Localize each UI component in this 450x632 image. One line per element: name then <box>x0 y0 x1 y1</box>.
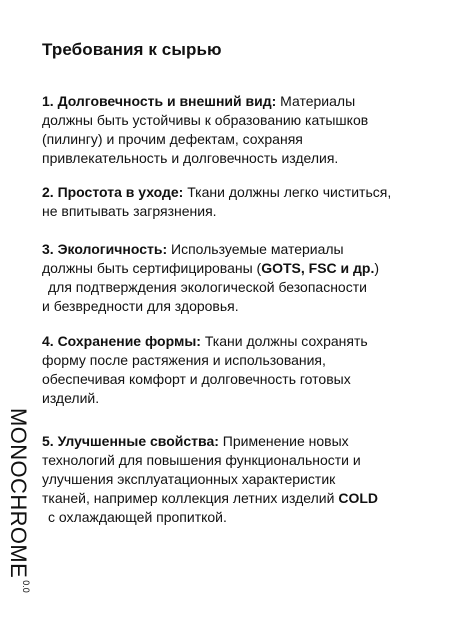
requirement-line: (пилингу) и прочим дефектам, сохраняя <box>42 131 303 147</box>
requirement-line: привлекательность и долговечность изделия. <box>42 150 339 166</box>
requirement-line: улучшения эксплуатационных характеристик <box>42 471 336 487</box>
requirement-line: обеспечивая комфорт и долговечность готовых <box>42 371 351 387</box>
requirement-line: 3. Экологичность: Используемые материалы <box>42 241 344 257</box>
requirement-heading: 1. Долговечность и внешний вид: <box>42 93 277 109</box>
requirement-line: должны быть устойчивы к образованию катышков <box>42 112 369 128</box>
requirement-line: должны быть сертифицированы (GOTS, FSC и др.) <box>42 260 380 276</box>
requirement-enhanced-properties <box>42 432 427 527</box>
brand-superscript: 0.0 <box>21 580 31 593</box>
requirement-easy-care <box>42 183 427 221</box>
brand-logo <box>6 408 61 623</box>
requirement-line: и безвредности для здоровья. <box>42 298 239 314</box>
requirement-line: для подтверждения экологической безопасности <box>48 279 367 295</box>
requirement-line: 4. Сохранение формы: Ткани должны сохранять <box>42 333 368 349</box>
requirement-line: технологий для повышения функциональности и <box>42 452 361 468</box>
requirement-line: с охлаждающей пропиткой. <box>48 509 227 525</box>
requirement-durability <box>42 92 427 168</box>
requirement-line: 5. Улучшенные свойства: Применение новых <box>42 433 349 449</box>
requirement-line: 1. Долговечность и внешний вид: Материалы <box>42 93 356 109</box>
collection-name: COLD <box>338 490 378 506</box>
page-title: Требования к сырью <box>42 40 222 59</box>
requirement-ecology <box>42 240 427 316</box>
brand-name: MONOCHROME <box>6 408 31 579</box>
requirement-line: форму после растяжения и использования, <box>42 352 326 368</box>
requirement-heading: 5. Улучшенные свойства: <box>42 433 219 449</box>
requirement-line: не впитывать загрязнения. <box>42 203 217 219</box>
certifications: GOTS, FSC и др. <box>261 260 375 276</box>
requirement-line: изделий. <box>42 390 100 406</box>
requirement-line: тканей, например коллекция летних изделий COLD <box>42 490 378 506</box>
requirement-heading: 4. Сохранение формы: <box>42 333 201 349</box>
requirement-heading: 3. Экологичность: <box>42 241 168 257</box>
requirement-shape-retention <box>42 332 427 408</box>
requirement-heading: 2. Простота в уходе: <box>42 184 184 200</box>
requirement-line: 2. Простота в уходе: Ткани должны легко чиститься, <box>42 184 392 200</box>
